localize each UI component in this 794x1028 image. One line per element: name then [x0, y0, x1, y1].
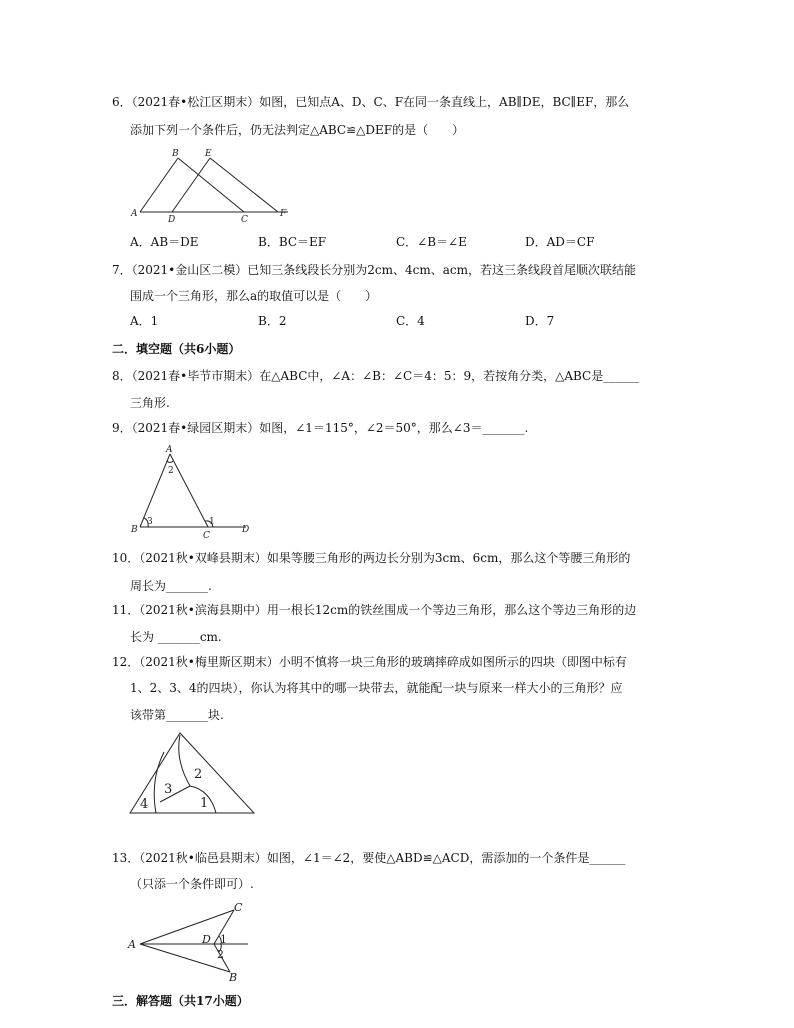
q6-option-b: B．BC＝EF [258, 235, 327, 249]
q12-line-1: 12．（2021秋•梅里斯区期末）小明不慎将一块三角形的玻璃摔碎成如图所示的四块（即图中标有 [112, 655, 627, 669]
q7-option-d: D．7 [525, 314, 555, 328]
q6-label-d: D [168, 215, 176, 225]
q13-label-a: A [128, 938, 136, 951]
q6-option-c: C．∠B＝∠E [396, 235, 467, 249]
q7-line-2: 围成一个三角形，那么a的取值可以是（ ） [130, 289, 378, 303]
q9-line-1: 9．（2021春•绿园区期末）如图，∠1＝115°，∠2＝50°，那么∠3＝_______. [112, 421, 529, 435]
q13-label-2: 2 [217, 948, 224, 961]
section-answer-title: 三．解答题（共17小题） [112, 994, 249, 1008]
q13-label-b: B [229, 971, 238, 984]
q6-label-b: B [172, 149, 179, 159]
q7-option-b: B．2 [258, 314, 287, 328]
q12-label-1: 1 [200, 796, 209, 811]
q7-option-c: C．4 [396, 314, 425, 328]
q12-label-2: 2 [194, 767, 203, 782]
q12-label-4: 4 [140, 797, 149, 812]
q13-label-1: 1 [220, 933, 227, 946]
q9-label-3: 3 [147, 517, 153, 527]
q7-option-a: A．1 [130, 314, 159, 328]
q10-line-2: 周长为_______. [130, 579, 212, 593]
q13-line-2: （只添一个条件即可）. [130, 877, 254, 891]
q6-line-1: 6．（2021春•松江区期末）如图，已知点A、D、C、F在同一条直线上，AB∥DE，BC∥EF，那么 [112, 95, 630, 109]
q6-option-a: A．AB＝DE [130, 235, 199, 249]
q7-line-1: 7．（2021•金山区二模）已知三条线段长分别为2cm、4cm、acm，若这三条线段首尾顺次联结能 [112, 263, 636, 277]
q6-label-a: A [131, 209, 138, 219]
q13-line-1: 13．（2021秋•临邑县期末）如图，∠1＝∠2，要使△ABD≌△ACD，需添加的一个条件是______ [112, 851, 626, 865]
q6-option-d: D．AD＝CF [525, 235, 595, 249]
q8-line-2: 三角形. [130, 396, 170, 410]
q9-label-2: 2 [168, 466, 174, 476]
q10-line-1: 10．（2021秋•双峰县期末）如果等腰三角形的两边长分别为3cm、6cm，那么这个等腰三角形的 [112, 551, 631, 565]
q11-line-2: 长为 _______cm. [130, 630, 222, 644]
q11-line-1: 11．（2021秋•滨海县期中）用一根长12cm的铁丝围成一个等边三角形，那么这个等边三角形的边 [112, 603, 637, 617]
q13-label-c: C [234, 901, 243, 914]
q6-line-2: 添加下列一个条件后，仍无法判定△ABC≌△DEF的是（ ） [130, 123, 465, 137]
q6-label-f: F [280, 209, 287, 219]
q9-label-b: B [131, 525, 138, 535]
q8-line-1: 8．（2021春•毕节市期末）在△ABC中，∠A：∠B：∠C＝4：5：9，若按角分类，△ABC是______ [112, 369, 640, 383]
q9-label-1: 1 [209, 517, 215, 527]
q12-label-3: 3 [164, 782, 173, 797]
q6-label-c: C [241, 215, 248, 225]
section-fill-in-title: 二．填空题（共6小题） [112, 342, 241, 356]
q12-line-3: 该带第_______块. [130, 708, 224, 722]
q9-label-a: A [166, 445, 173, 455]
q13-label-d: D [202, 933, 211, 946]
q12-line-2: 1、2、3、4的四块），你认为将其中的哪一块带去，就能配一块与原来一样大小的三角形？应 [130, 681, 623, 695]
q9-label-d: D [242, 525, 250, 535]
q9-label-c: C [203, 531, 210, 541]
q6-label-e: E [205, 149, 212, 159]
